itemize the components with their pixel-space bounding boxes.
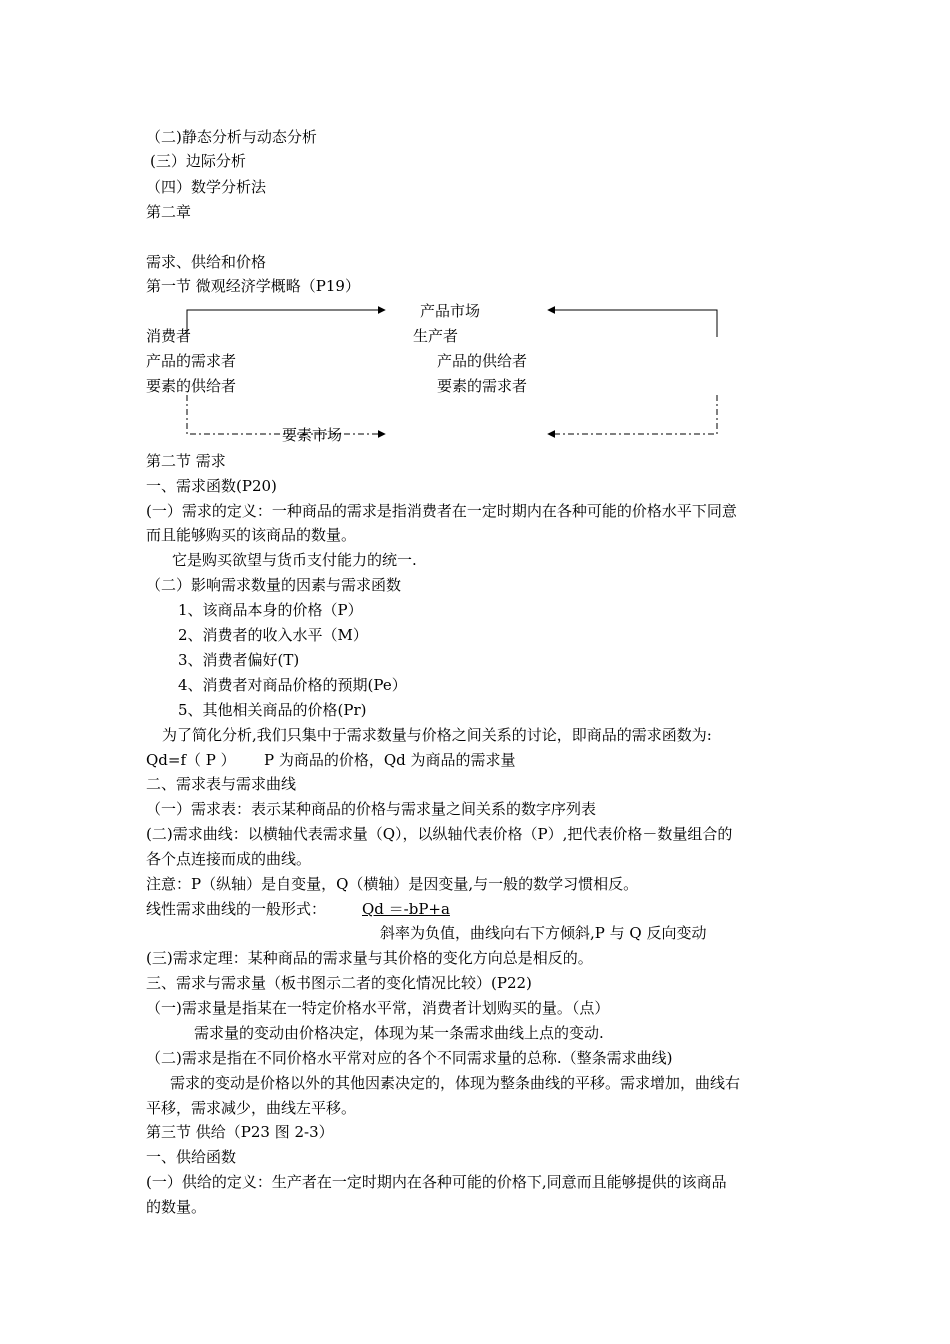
producer-label: 生产者 [413, 327, 459, 345]
consumer-role-demand: 产品的需求者 [146, 352, 237, 370]
arrow-producer-to-factor-market [548, 395, 717, 434]
factor-item: 5、其他相关商品的价格(Pr) [178, 701, 367, 719]
demand-curve-definition-cont: 各个点连接而成的曲线。 [146, 850, 312, 868]
demand-definition-cont: 而且能够购买的该商品的数量。 [146, 526, 357, 544]
supply-definition-cont: 的数量。 [146, 1198, 207, 1216]
factor-market-label: 要素市场 [282, 426, 343, 444]
factor-item: 3、消费者偏好(T) [178, 651, 300, 669]
quantity-demanded-definition: （一)需求量是指某在一特定价格水平常，消费者计划购买的量。（点） [146, 999, 610, 1017]
heading-static-dynamic: （二)静态分析与动态分析 [146, 128, 317, 146]
demand-definition-curve: （二)需求是指在不同价格水平常对应的各个不同需求量的总称.（整条需求曲线) [146, 1049, 673, 1067]
section-1-title: 第一节 微观经济学概略（P19） [146, 277, 360, 295]
consumer-label: 消费者 [146, 327, 192, 345]
chapter-number: 第二章 [146, 203, 192, 221]
simplification-note: 为了简化分析,我们只集中于需求数量与价格之间关系的讨论，即商品的需求函数为: [162, 726, 712, 744]
supply-definition: (一）供给的定义：生产者在一定时期内在各种可能的价格下,同意而且能够提供的该商品 [146, 1173, 727, 1191]
circular-flow-diagram [0, 295, 950, 445]
chapter-title: 需求、供给和价格 [146, 253, 267, 271]
demand-function-heading: 一、需求函数(P20) [146, 477, 277, 495]
demand-function-formula: Qd=f（ P ） [146, 751, 236, 769]
quantity-change-note: 需求量的变动由价格决定，体现为某一条需求曲线上点的变动. [194, 1024, 604, 1042]
factor-item: 4、消费者对商品价格的预期(Pe） [178, 676, 407, 694]
arrow-producer-to-product-market [548, 310, 717, 337]
demand-vs-quantity-heading: 三、需求与需求量（板书图示二者的变化情况比较）(P22) [146, 974, 532, 992]
factors-heading: （二）影响需求数量的因素与需求函数 [146, 576, 402, 594]
demand-change-note: 需求的变动是价格以外的其他因素决定的，体现为整条曲线的平移。需求增加，曲线右 [170, 1074, 741, 1092]
heading-marginal: (三）边际分析 [150, 152, 246, 170]
demand-table-definition: （一）需求表：表示某种商品的价格与需求量之间关系的数字序列表 [146, 800, 597, 818]
producer-role-supply: 产品的供给者 [437, 352, 528, 370]
section-3-title: 第三节 供给（P23 图 2-3） [146, 1123, 334, 1141]
factor-item: 2、消费者的收入水平（M） [178, 626, 368, 644]
arrow-consumer-to-product-market [187, 310, 385, 337]
demand-table-heading: 二、需求表与需求曲线 [146, 775, 297, 793]
linear-form-label: 线性需求曲线的一般形式： [146, 900, 327, 918]
law-of-demand: (三)需求定理：某种商品的需求量与其价格的变化方向总是相反的。 [146, 949, 593, 967]
demand-unity-note: 它是购买欲望与货币支付能力的统一. [172, 551, 417, 569]
axis-note: 注意：P（纵轴）是自变量，Q（横轴）是因变量,与一般的数学习惯相反。 [146, 875, 639, 893]
product-market-label: 产品市场 [420, 302, 481, 320]
consumer-role-supply: 要素的供给者 [146, 377, 237, 395]
demand-change-note-cont: 平移，需求减少，曲线左平移。 [146, 1099, 357, 1117]
section-2-title: 第二节 需求 [146, 452, 226, 470]
demand-function-explanation: P 为商品的价格，Qd 为商品的需求量 [264, 751, 516, 769]
supply-function-heading: 一、供给函数 [146, 1148, 237, 1166]
linear-form-formula: Qd ＝-bP+a [362, 900, 450, 918]
demand-definition: (一）需求的定义：一种商品的需求是指消费者在一定时期内在各种可能的价格水平下同意 [146, 502, 737, 520]
heading-math: （四）数学分析法 [146, 178, 267, 196]
producer-role-demand: 要素的需求者 [437, 377, 528, 395]
demand-curve-definition: (二)需求曲线：以横轴代表需求量（Q），以纵轴代表价格（P）,把代表价格－数量组合的 [146, 825, 733, 843]
slope-note: 斜率为负值，曲线向右下方倾斜,P 与 Q 反向变动 [380, 924, 707, 942]
factor-item: 1、该商品本身的价格（P） [178, 601, 363, 619]
